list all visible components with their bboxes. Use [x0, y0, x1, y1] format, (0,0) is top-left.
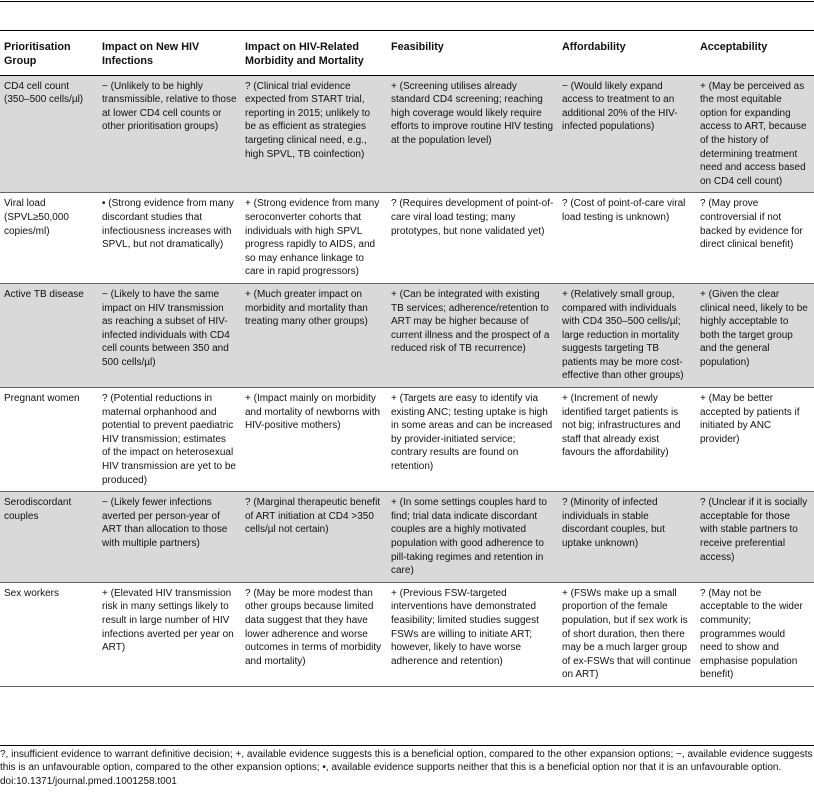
- top-rule: [0, 1, 814, 2]
- cell-group: Active TB disease: [0, 283, 98, 387]
- cell-acceptability: + (May be better accepted by patients if initiated by ANC provider): [696, 388, 814, 492]
- prioritisation-table: [0, 30, 814, 687]
- cell-group: Viral load (SPVL≥50,000 copies/ml): [0, 193, 98, 284]
- table-row: [0, 75, 814, 193]
- cell-feasibility: ? (Requires development of point-of-care viral load testing; many prototypes, but none validated yet): [387, 193, 558, 284]
- table-row: [0, 582, 814, 686]
- cell-infections: + (Elevated HIV transmission risk in many settings likely to result in large number of HIV infections averted per year on ART): [98, 582, 241, 686]
- cell-affordability: ? (Cost of point-of-care viral load testing is unknown): [558, 193, 696, 284]
- cell-affordability: + (Increment of newly identified target patients is not big; infrastructures and staff that already exist favours the affordability): [558, 388, 696, 492]
- header-impact-morbidity-mortality: Impact on HIV-Related Morbidity and Mortality: [241, 31, 387, 76]
- cell-acceptability: + (Given the clear clinical need, likely to be highly acceptable to both the target group and the general population): [696, 283, 814, 387]
- header-affordability: Affordability: [558, 31, 696, 76]
- header-feasibility: Feasibility: [387, 31, 558, 76]
- cell-feasibility: + (Targets are easy to identify via existing ANC; testing uptake is high in some areas and can be increased by provider-initiated service; contrary results are found on retention): [387, 388, 558, 492]
- cell-infections: ? (Potential reductions in maternal orphanhood and potential to prevent paediatric HIV transmission; estimates of the impact on heterosexual HIV transmission are yet to be produced): [98, 388, 241, 492]
- cell-infections: − (Unlikely to be highly transmissible, relative to those at lower CD4 cell counts or other prioritisation groups): [98, 75, 241, 193]
- header-prioritisation-group: Prioritisation Group: [0, 31, 98, 76]
- cell-affordability: + (Relatively small group, compared with individuals with CD4 350–500 cells/µl; large reduction in mortality suggests targeting TB patients may be more cost-effective than other groups): [558, 283, 696, 387]
- cell-infections: • (Strong evidence from many discordant studies that infectiousness increases with SPVL, but not dramatically): [98, 193, 241, 284]
- cell-group: Serodiscordant couples: [0, 492, 98, 583]
- table-footnote: [0, 745, 814, 788]
- cell-acceptability: ? (May prove controversial if not backed by evidence for direct clinical benefit): [696, 193, 814, 284]
- cell-affordability: − (Would likely expand access to treatment to an additional 20% of the HIV-infected populations): [558, 75, 696, 193]
- cell-morbidity: ? (Clinical trial evidence expected from START trial, reporting in 2015; unlikely to be as efficient as strategies targeting clinical need, e.g., high SPVL, TB coinfection): [241, 75, 387, 193]
- table-row: [0, 193, 814, 284]
- cell-affordability: ? (Minority of infected individuals in stable discordant couples, but uptake unknown): [558, 492, 696, 583]
- cell-acceptability: ? (Unclear if it is socially acceptable for those with stable partners to receive preferential access): [696, 492, 814, 583]
- cell-infections: − (Likely fewer infections averted per person-year of ART than allocation to those with multiple partners): [98, 492, 241, 583]
- cell-acceptability: + (May be perceived as the most equitable option for expanding access to ART, because of the history of determining treatment need and access based on CD4 cell count): [696, 75, 814, 193]
- table-row: [0, 388, 814, 492]
- cell-feasibility: + (Screening utilises already standard CD4 screening; reaching high coverage would likely require efforts to improve routine HIV testing at the population level): [387, 75, 558, 193]
- header-impact-new-infections: Impact on New HIV Infections: [98, 31, 241, 76]
- cell-feasibility: + (In some settings couples hard to find; trial data indicate discordant couples are a highly motivated population with good adherence to pill-taking regimes and retention in care): [387, 492, 558, 583]
- cell-morbidity: + (Much greater impact on morbidity and mortality than treating many other groups): [241, 283, 387, 387]
- cell-group: CD4 cell count (350–500 cells/µl): [0, 75, 98, 193]
- cell-morbidity: ? (Marginal therapeutic benefit of ART initiation at CD4 >350 cells/µl not certain): [241, 492, 387, 583]
- cell-morbidity: + (Strong evidence from many seroconverter cohorts that individuals with high SPVL progress rapidly to AIDS, and so may enhance linkage to care in rapid progressors): [241, 193, 387, 284]
- cell-infections: − (Likely to have the same impact on HIV transmission as reaching a subset of HIV-infected individuals with CD4 cell counts between 350 and 500 cells/µl): [98, 283, 241, 387]
- cell-morbidity: + (Impact mainly on morbidity and mortality of newborns with HIV-positive mothers): [241, 388, 387, 492]
- cell-morbidity: ? (May be more modest than other groups because limited data suggest that they have lower adherence and worse outcomes in terms of morbidity and mortality): [241, 582, 387, 686]
- cell-group: Sex workers: [0, 582, 98, 686]
- header-row: [0, 31, 814, 76]
- footnote-legend: ?, insufficient evidence to warrant definitive decision; +, available evidence suggests this is a beneficial option, compared to the other expansion options; −, available evidence suggests this is an unfavourable option, compared to the other expansion options; •, available evidence supports neither that this is a beneficial option nor that it is an unfavourable option.: [0, 749, 813, 774]
- cell-feasibility: + (Can be integrated with existing TB services; adherence/retention to ART may be higher because of current illness and the prospect of a reduced risk of TB recurrence): [387, 283, 558, 387]
- cell-group: Pregnant women: [0, 388, 98, 492]
- cell-acceptability: ? (May not be acceptable to the wider community; programmes would need to show and emphasise population benefit): [696, 582, 814, 686]
- table-row: [0, 283, 814, 387]
- table-row: [0, 492, 814, 583]
- header-acceptability: Acceptability: [696, 31, 814, 76]
- doi-link[interactable]: doi:10.1371/journal.pmed.1001258.t001: [0, 775, 177, 787]
- cell-affordability: + (FSWs make up a small proportion of the female population, but if sex work is of short duration, then there may be a much larger group of ex-FSWs that will continue on ART): [558, 582, 696, 686]
- cell-feasibility: + (Previous FSW-targeted interventions have demonstrated feasibility; limited studies suggest FSWs are willing to initiate ART; however, likely to have worse adherence and retention): [387, 582, 558, 686]
